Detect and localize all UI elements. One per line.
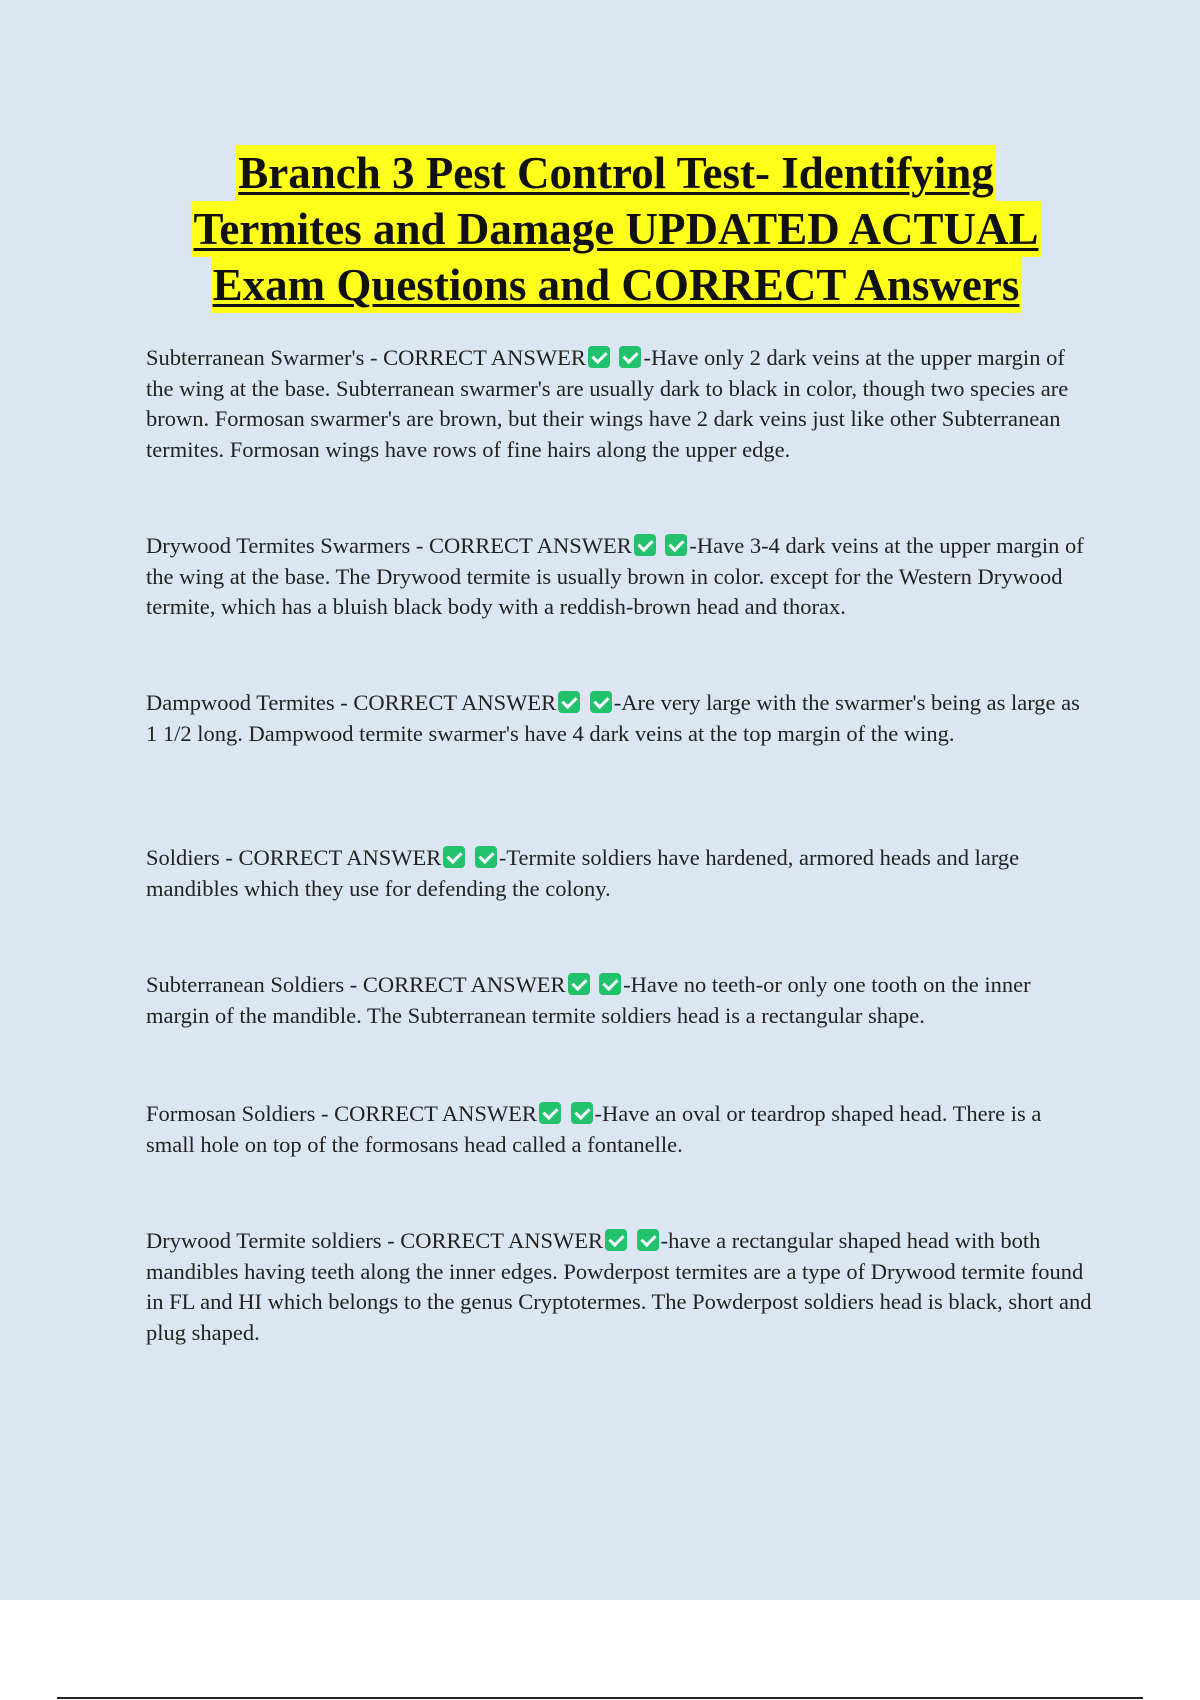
qa-separator: - CORRECT ANSWER [364, 345, 586, 370]
qa-item [146, 1099, 1092, 1160]
qa-separator: - CORRECT ANSWER [344, 972, 566, 997]
check-box-icon [568, 973, 590, 995]
qa-separator: - CORRECT ANSWER [410, 533, 632, 558]
qa-answer: -Are very large with the swarmer's being as large as 1 1/2 long. Dampwood termite swarmer's have 4 dark veins at the top margin of the wing. [146, 690, 1080, 746]
qa-item [146, 970, 1092, 1031]
check-box-icon [443, 846, 465, 868]
check-box-icon [475, 846, 497, 868]
check-box-icon [539, 1102, 561, 1124]
qa-item [146, 843, 1092, 904]
check-box-icon [637, 1229, 659, 1251]
qa-term: Drywood Termites Swarmers [146, 533, 411, 558]
qa-separator: - CORRECT ANSWER [315, 1101, 537, 1126]
qa-separator: - CORRECT ANSWER [219, 845, 442, 870]
check-box-icon [634, 534, 656, 556]
qa-term: Dampwood Termites [146, 690, 335, 715]
qa-term: Drywood Termite soldiers [146, 1228, 382, 1253]
check-box-icon [558, 691, 580, 713]
qa-answer: -Have an oval or teardrop shaped head. There is a small hole on top of the formosans head called a fontanelle. [146, 1101, 1042, 1157]
qa-item [146, 1226, 1092, 1348]
check-box-icon [571, 1102, 593, 1124]
title-line-1: Branch 3 Pest Control Test- Identifying [236, 145, 995, 201]
qa-item [146, 531, 1092, 623]
qa-term: Formosan Soldiers [146, 1101, 316, 1126]
qa-answer: -Termite soldiers have hardened, armored heads and large mandibles which they use for defending the colony. [146, 845, 1020, 901]
qa-separator: - CORRECT ANSWER [381, 1228, 603, 1253]
qa-term: Soldiers [146, 845, 220, 870]
qa-answer: -Have only 2 dark veins at the upper margin of the wing at the base. Subterranean swarmer's are usually dark to black in color, though two species are brown. Formosan swarmer's are brown, but their wings have 2 dark veins just like other Subterranean termites. Formosan wings have rows of fine hairs along the upper edge. [146, 345, 1069, 462]
check-box-icon [588, 346, 610, 368]
qa-term: Subterranean Swarmer's [146, 345, 365, 370]
qa-separator: - CORRECT ANSWER [334, 690, 557, 715]
qa-answer: -Have 3-4 dark veins at the upper margin of the wing at the base. The Drywood termite is usually brown in color. except for the Western Drywood termite, which has a bluish black body with a reddish-brown head and thorax. [146, 533, 1084, 619]
document-title [120, 145, 1112, 313]
check-box-icon [605, 1229, 627, 1251]
check-box-icon [665, 534, 687, 556]
check-box-icon [619, 346, 641, 368]
qa-item [146, 343, 1092, 465]
qa-answer: -have a rectangular shaped head with both mandibles having teeth along the inner edges. Powderpost termites are a type of Drywood termite found in FL and HI which belongs to the genus Cryptotermes. The Powderpost soldiers head is black, short and plug shaped. [146, 1228, 1092, 1345]
check-box-icon [590, 691, 612, 713]
footer-rule [57, 1697, 1143, 1699]
qa-answer: -Have no teeth-or only one tooth on the inner margin of the mandible. The Subterranean termite soldiers head is a rectangular shape. [146, 972, 1031, 1028]
qa-item [146, 688, 1092, 749]
title-line-2: Termites and Damage UPDATED ACTUAL [191, 201, 1040, 257]
check-box-icon [599, 973, 621, 995]
qa-term: Subterranean Soldiers [146, 972, 345, 997]
title-line-3: Exam Questions and CORRECT Answers [211, 257, 1022, 313]
